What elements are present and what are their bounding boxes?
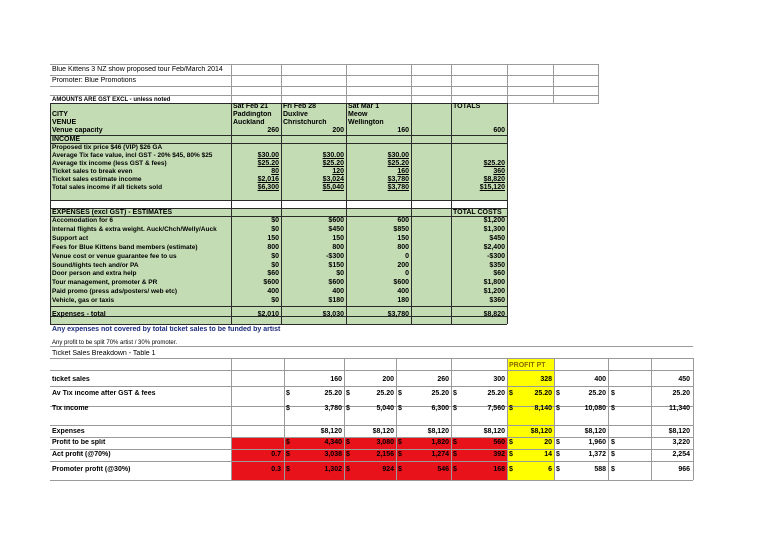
expense-row-total: $1,200 — [483, 288, 505, 296]
income-header: INCOME — [52, 136, 80, 143]
lower-cell: 3,080 — [376, 439, 394, 446]
lower-cell: 1,820 — [431, 439, 449, 446]
lower-row-label: Expenses — [52, 428, 85, 435]
expense-row-v1: $0 — [271, 297, 279, 305]
expense-row-label: Tour management, promoter & PR — [52, 279, 158, 287]
income-row-v3: $3,780 — [387, 184, 409, 191]
grid-line — [284, 358, 285, 480]
lower-cell: 25.20 — [672, 390, 690, 397]
lower-cell: 160 — [330, 376, 342, 383]
income-row-v2: $3,024 — [322, 176, 344, 183]
grid-line — [608, 358, 609, 480]
expense-row-label: Fees for Blue Kittens band members (estimate) — [52, 243, 198, 251]
lower-cell: 168 — [493, 466, 505, 473]
grid-line — [344, 358, 345, 480]
lower-cell: 200 — [382, 376, 394, 383]
currency-symbol: $ — [556, 405, 560, 412]
income-row-v2: 120 — [332, 168, 344, 175]
lower-cell: 25.20 — [534, 390, 552, 397]
grid-line — [507, 358, 508, 480]
lower-cell: 14 — [544, 451, 552, 458]
expense-row-v2: $0 — [336, 270, 344, 278]
capacity-3: 160 — [397, 127, 409, 134]
col1-venue: Auckland — [233, 119, 265, 126]
expense-row-label: Vehicle, gas or taxis — [52, 297, 115, 305]
income-row-total: $15,120 — [479, 184, 505, 191]
amounts-note: AMOUNTS ARE GST EXCL - unless noted — [52, 97, 171, 103]
expenses-total-1: $2,010 — [257, 311, 279, 318]
lower-cell: 1,302 — [324, 466, 342, 473]
lower-cell: $8,120 — [530, 428, 552, 435]
income-row-v2: $30.00 — [322, 152, 344, 159]
currency-symbol: $ — [398, 439, 402, 446]
income-row-label: Proposed tix price $46 (VIP) $26 GA — [52, 144, 163, 151]
currency-symbol: $ — [286, 466, 290, 473]
col2-venue: Christchurch — [283, 119, 327, 126]
col2-city: Duxlive — [283, 111, 308, 118]
income-row-v1: $2,016 — [257, 176, 279, 183]
currency-symbol: $ — [453, 466, 457, 473]
capacity-label: Venue capacity — [52, 127, 103, 134]
currency-symbol: $ — [453, 451, 457, 458]
expense-row-total: -$300 — [487, 252, 505, 260]
currency-symbol: $ — [286, 390, 290, 397]
income-row-v2: $5,040 — [322, 184, 344, 191]
currency-symbol: $ — [286, 451, 290, 458]
income-row-total: $8,820 — [483, 176, 505, 183]
expense-row-v3: $850 — [393, 225, 409, 233]
profit-label: PROFIT PT — [509, 362, 546, 369]
lower-cell: 25.20 — [588, 390, 606, 397]
col1-city: Paddington — [233, 111, 272, 118]
lower-cell: 25.20 — [324, 390, 342, 397]
expense-row-v2: $150 — [328, 261, 344, 269]
totals-header: TOTALS — [453, 103, 481, 110]
lower-cell: 2,254 — [672, 451, 690, 458]
expenses-total-total: $8,820 — [483, 311, 505, 318]
lower-cell: 4,340 — [324, 439, 342, 446]
expense-row-total: $350 — [489, 261, 505, 269]
expense-row-v3: 0 — [405, 270, 409, 278]
lower-cell: $8,120 — [427, 428, 449, 435]
expense-row-label: Support act — [52, 234, 89, 242]
expense-row-v1: 800 — [267, 243, 279, 251]
lower-cell: $8,120 — [483, 428, 505, 435]
grid-line — [50, 346, 693, 347]
expense-row-v2: $450 — [328, 225, 344, 233]
expense-row-v1: $0 — [271, 252, 279, 260]
currency-symbol: $ — [453, 439, 457, 446]
lower-cell: $8,120 — [584, 428, 606, 435]
lower-cell: 966 — [678, 466, 690, 473]
lower-cell: 400 — [594, 376, 606, 383]
lower-cell: 25.20 — [376, 390, 394, 397]
currency-symbol: $ — [286, 439, 290, 446]
lower-row-label: Act profit (@70%) — [52, 451, 111, 458]
expense-row-total: $450 — [489, 234, 505, 242]
expense-row-label: Sound/lights tech and/or PA — [52, 261, 139, 269]
lower-row-lead: 0.3 — [271, 466, 281, 473]
currency-symbol: $ — [611, 405, 615, 412]
currency-symbol: $ — [509, 390, 513, 397]
currency-symbol: $ — [398, 405, 402, 412]
expenses-total-label: Expenses - total — [52, 311, 106, 318]
currency-symbol: $ — [556, 439, 560, 446]
lower-cell: 20 — [544, 439, 552, 446]
lower-cell: 1,274 — [431, 451, 449, 458]
expense-row-v2: $600 — [328, 279, 344, 287]
currency-symbol: $ — [346, 466, 350, 473]
expenses-total-2: $3,030 — [322, 311, 344, 318]
expense-row-label: Door person and extra help — [52, 270, 137, 278]
note-profit: Any profit to be split 70% artist / 30% promoter. — [52, 340, 178, 346]
income-row-v1: $30.00 — [257, 152, 279, 159]
income-row-label: Total sales income if all tickets sold — [52, 184, 163, 191]
currency-symbol: $ — [509, 451, 513, 458]
capacity-total: 600 — [493, 127, 505, 134]
income-row-v1: $25.20 — [257, 160, 279, 167]
lower-cell: 300 — [493, 376, 505, 383]
currency-symbol: $ — [398, 466, 402, 473]
city-label: CITY — [52, 111, 68, 118]
lower-cell: 560 — [493, 439, 505, 446]
lower-row-label: Profit to be split — [52, 439, 106, 446]
currency-symbol: $ — [346, 405, 350, 412]
grid-line — [396, 358, 397, 480]
capacity-2: 200 — [332, 127, 344, 134]
currency-symbol: $ — [453, 390, 457, 397]
col3-city: Meow — [348, 111, 368, 118]
grid-line — [50, 386, 693, 387]
lower-cell: 6 — [548, 466, 552, 473]
income-row-label: Ticket sales to break even — [52, 168, 133, 175]
grid-line — [50, 358, 693, 359]
total-costs-header: TOTAL COSTS — [453, 209, 502, 216]
currency-symbol: $ — [346, 390, 350, 397]
currency-symbol: $ — [453, 405, 457, 412]
expense-row-v3: 600 — [397, 217, 409, 224]
grid-line — [451, 358, 452, 480]
expense-row-v2: 400 — [332, 288, 344, 296]
income-row-v1: $6,300 — [257, 184, 279, 191]
expense-row-v1: $0 — [271, 261, 279, 269]
lower-cell: 260 — [437, 376, 449, 383]
lower-cell: 588 — [594, 466, 606, 473]
currency-symbol: $ — [398, 390, 402, 397]
lower-cell: 450 — [678, 376, 690, 383]
lower-row-label: Promoter profit (@30%) — [52, 466, 131, 473]
income-row-label: Ticket sales estimate income — [52, 176, 142, 183]
lower-cell: 328 — [540, 376, 552, 383]
expense-row-v2: $600 — [328, 217, 344, 224]
expense-row-v3: 0 — [405, 252, 409, 260]
expense-row-v2: 150 — [332, 234, 344, 242]
lower-cell: 7,560 — [487, 405, 505, 412]
lower-cell: $8,120 — [320, 428, 342, 435]
expense-row-v1: $60 — [267, 270, 279, 278]
expense-row-v3: 180 — [397, 297, 409, 305]
grid-line — [50, 370, 693, 371]
lower-cell: $8,120 — [372, 428, 394, 435]
income-row-total: $25.20 — [483, 160, 505, 167]
expense-row-total: $2,400 — [483, 243, 505, 251]
expense-row-v3: $600 — [393, 279, 409, 287]
expense-row-v1: $0 — [271, 217, 279, 224]
expense-row-label: Accomodation for 6 — [52, 217, 114, 224]
expense-row-v3: 400 — [397, 288, 409, 296]
lower-cell: $8,120 — [668, 428, 690, 435]
expenses-total-3: $3,780 — [387, 311, 409, 318]
currency-symbol: $ — [509, 439, 513, 446]
lower-cell: 10,080 — [584, 405, 606, 412]
income-row-v1: 80 — [271, 168, 279, 175]
currency-symbol: $ — [556, 451, 560, 458]
currency-symbol: $ — [398, 451, 402, 458]
grid-line — [693, 358, 694, 480]
expense-row-v1: $0 — [271, 225, 279, 233]
currency-symbol: $ — [556, 390, 560, 397]
expense-row-total: $1,800 — [483, 279, 505, 287]
promoter-line: Promoter: Blue Promotions — [52, 77, 137, 84]
currency-symbol: $ — [509, 466, 513, 473]
expense-row-label: Paid promo (press ads/posters/ web etc) — [52, 288, 177, 296]
capacity-1: 260 — [267, 127, 279, 134]
expense-row-v3: 800 — [397, 243, 409, 251]
lower-cell: 546 — [437, 466, 449, 473]
currency-symbol: $ — [286, 405, 290, 412]
expense-row-v1: 150 — [267, 234, 279, 242]
lower-row-label: Tix income — [52, 405, 89, 412]
currency-symbol: $ — [611, 451, 615, 458]
col2-date: Fri Feb 28 — [283, 103, 317, 110]
expense-row-v1: 400 — [267, 288, 279, 296]
lower-cell: 924 — [382, 466, 394, 473]
income-row-v3: $30.00 — [387, 152, 409, 159]
expense-row-v2: $180 — [328, 297, 344, 305]
ticket-table-title: Ticket Sales Breakdown - Table 1 — [52, 350, 156, 357]
income-row-label: Average Tix face value, incl GST - 20% $45, 80% $25 — [52, 152, 213, 159]
lower-row-lead: 0.7 — [271, 451, 281, 458]
grid-line — [50, 449, 693, 450]
col1-date: Sat Feb 21 — [233, 103, 269, 110]
currency-symbol: $ — [556, 466, 560, 473]
lower-cell: 2,156 — [376, 451, 394, 458]
expense-row-total: $1,300 — [483, 225, 505, 233]
col3-date: Sat Mar 1 — [348, 103, 380, 110]
lower-row-label: ticket sales — [52, 376, 90, 383]
lower-cell: 3,220 — [672, 439, 690, 446]
lower-row-label: Av Tix income after GST & fees — [52, 390, 156, 397]
expense-row-v2: -$300 — [326, 252, 344, 260]
grid-line — [50, 437, 693, 438]
grid-line — [50, 425, 693, 426]
expense-row-v1: $600 — [263, 279, 279, 287]
grid-line — [231, 358, 232, 480]
lower-cell: 3,780 — [324, 405, 342, 412]
lower-cell: 11,340 — [668, 405, 690, 412]
expense-row-v2: 800 — [332, 243, 344, 251]
lower-cell: 25.20 — [431, 390, 449, 397]
income-row-v2: $25.20 — [322, 160, 344, 167]
grid-line — [50, 480, 693, 481]
note-expenses: Any expenses not covered by total ticket sales to be funded by artist — [52, 326, 281, 333]
expense-row-total: $360 — [489, 297, 505, 305]
expense-row-total: $1,200 — [483, 217, 505, 224]
grid-line — [50, 461, 693, 462]
expense-row-v3: 200 — [397, 261, 409, 269]
currency-symbol: $ — [346, 451, 350, 458]
income-row-label: Average tix income (less GST & fees) — [52, 160, 167, 167]
expenses-header: EXPENSES (excl GST) - ESTIMATES — [52, 209, 173, 216]
venue-label: VENUE — [52, 119, 77, 126]
expense-row-total: $60 — [493, 270, 505, 278]
lower-cell: 25.20 — [487, 390, 505, 397]
income-row-v3: $25.20 — [387, 160, 409, 167]
lower-cell: 6,300 — [431, 405, 449, 412]
lower-cell: 1,960 — [588, 439, 606, 446]
currency-symbol: $ — [509, 405, 513, 412]
expense-row-label: Venue cost or venue guarantee fee to us — [52, 252, 177, 260]
lower-cell: 5,040 — [376, 405, 394, 412]
currency-symbol: $ — [611, 390, 615, 397]
income-row-total: 360 — [493, 168, 505, 175]
currency-symbol: $ — [346, 439, 350, 446]
income-row-v3: $3,780 — [387, 176, 409, 183]
col3-venue: Wellington — [348, 119, 384, 126]
currency-symbol: $ — [611, 466, 615, 473]
lower-cell: 1,372 — [588, 451, 606, 458]
lower-cell: 392 — [493, 451, 505, 458]
expense-row-label: Internal flights & extra weight. Auck/Chch/Welly/Auck — [52, 225, 217, 233]
sheet-title: Blue Kittens 3 NZ show proposed tour Feb/March 2014 — [52, 66, 223, 73]
currency-symbol: $ — [611, 439, 615, 446]
grid-line — [554, 358, 555, 480]
income-row-v3: 160 — [397, 168, 409, 175]
lower-cell: 8,140 — [534, 405, 552, 412]
lower-cell: 3,038 — [324, 451, 342, 458]
expense-row-v3: 150 — [397, 234, 409, 242]
